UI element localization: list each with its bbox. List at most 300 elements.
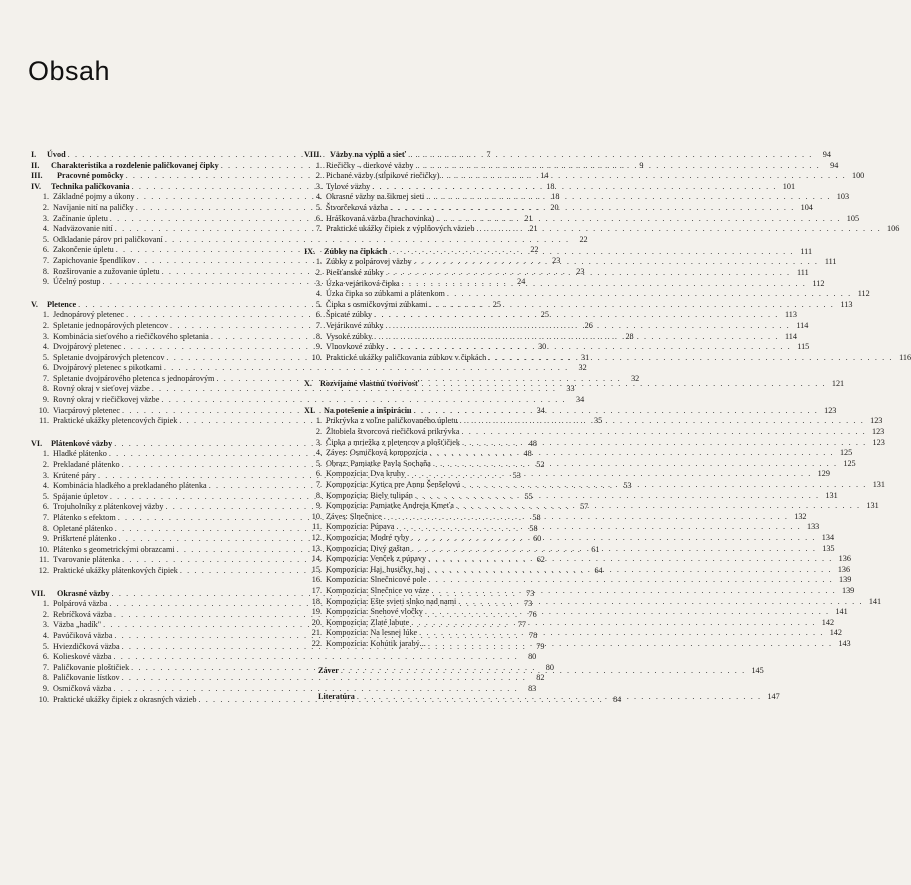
toc-entry-title: Spletanie dvojpárového pletenca s jednopárovým [53,373,215,383]
toc-dot-leader [456,501,861,512]
toc-page-number: 116 [899,352,911,362]
toc-entry-number: 1. [42,310,49,320]
toc-entry-number: 1. [315,416,322,426]
toc-dot-leader [411,533,816,544]
toc-page-number: 73 [523,599,533,609]
toc-entry-number: X. [304,379,312,389]
toc-entry-title: Nadväzovanie nití [53,224,113,234]
toc-entry-title: Piešťanské zúbky [326,267,384,277]
toc-page-number: 53 [623,481,632,491]
toc-page-number: 141 [835,607,848,617]
toc-entry-number: 9. [42,395,49,405]
toc-entry-number: 9. [42,534,49,544]
toc-entry-number: XI. [304,405,316,415]
toc-entry-number: 13. [311,543,322,553]
toc-entry-title: Praktické ukážky pletencových čipiek [53,416,178,426]
toc-page-number: 84 [613,694,622,704]
toc-entry-title: Zúbky z polpárovej väzby [326,257,412,267]
toc-dot-leader [407,469,812,480]
toc-section-row[interactable] [31,683,537,695]
toc-page-number: 112 [857,289,870,299]
toc-dot-leader [386,268,791,279]
toc-page-number: 147 [767,692,780,702]
toc-entry-title: Čipka a mriežka z pletencov a plošťičiek [326,437,460,447]
toc-page-number: 28 [625,331,634,341]
toc-entry-number: 1. [42,192,49,202]
toc-page-number: 48 [523,449,532,459]
toc-entry-number: 7. [42,513,49,522]
toc-page-number: 142 [821,617,835,627]
toc-dot-leader [461,427,866,438]
toc-section-row[interactable] [304,596,882,608]
toc-entry-number: 7. [42,662,49,672]
toc-section-row[interactable] [304,427,885,438]
toc-entry-number: 6. [315,213,322,223]
toc-dot-leader [433,459,838,470]
toc-section-row[interactable] [304,607,848,618]
toc-dot-leader [429,575,834,586]
toc-entry-title: Praktické ukážky paličkovania zúbkov v čipkách [326,352,487,362]
toc-entry-number: 21. [311,628,322,638]
toc-entry-number: 4. [42,342,49,352]
toc-page-number: 9 [639,160,644,170]
toc-entry-title: Hráškovaná väzba (hrachovinka) [326,213,435,223]
toc-section-row[interactable] [31,395,585,406]
toc-entry-title: Väzba „hadík" [53,620,102,630]
toc-entry-number: 19. [311,607,322,617]
toc-dot-leader [390,203,795,214]
toc-entry-title: Na potešenie a inšpiráciu [324,405,412,415]
toc-dot-leader [462,438,867,449]
toc-entry-title: Hladké plátenko [53,449,107,459]
toc-page-number: 136 [837,564,851,574]
toc-chapter-row[interactable] [304,405,837,417]
toc-spacer [31,577,288,589]
toc-entry-title: Rozširovanie a zužovanie úpletu [53,266,160,276]
toc-entry-title: Úzka vejáriková čipka [326,278,400,288]
toc-entry-number: 2. [315,267,322,277]
toc-page-number: 136 [838,554,851,564]
toc-entry-number: 8. [42,523,49,533]
toc-page-number: 111 [800,246,813,256]
toc-entry-number: 4. [42,481,49,491]
toc-section-row[interactable] [304,278,825,290]
toc-entry-number: VI. [31,438,43,448]
toc-entry-title: Úvod [47,150,66,159]
toc-entry-number: 2. [42,202,49,212]
toc-page-number: 114 [796,320,809,330]
toc-entry-title: Praktické ukážky čipiek z výplňových väzieb [326,224,475,234]
toc-entry-number: 5. [42,491,49,501]
toc-page-number: 57 [580,502,589,512]
toc-entry-title: Kompozícia: Dva kruhy [326,469,406,479]
toc-page-number: 73 [526,588,535,598]
toc-entry-title: Plátenko s efektom [53,513,116,522]
toc-page-number: 22 [579,234,588,244]
toc-page-number: 82 [536,673,545,683]
toc-entry-number: 6. [42,245,49,255]
toc-page-number: 78 [528,630,538,640]
toc-spacer [31,427,288,439]
toc-entry-title: Pracovné pomôcky [57,171,124,181]
toc-page-number: 100 [851,171,865,181]
toc-entry-title: Tylové väzby [326,181,371,191]
toc-entry-title: Zapichovanie špendlíkov [53,255,136,265]
toc-entry-title: Kolieskové väzba [53,652,112,662]
toc-entry-number: 20. [311,617,322,627]
toc-dot-leader [416,161,821,172]
toc-page-number: 58 [532,513,541,522]
toc-section-row[interactable] [304,181,796,193]
toc-entry-number: 3. [315,181,322,191]
toc-spacer [304,235,558,247]
toc-section-row[interactable] [304,224,900,235]
toc-entry-title: Záves: Osmičková kompozícia [326,448,428,458]
toc-dot-leader [414,406,819,417]
toc-section-row[interactable] [304,202,813,214]
toc-page-number: 133 [806,522,820,532]
toc-section-row[interactable] [304,458,856,470]
toc-entry-number: III. [31,171,43,181]
toc-entry-title: Spletanie dvojpárových pletencov [53,352,165,362]
toc-entry-number: 2. [315,427,322,437]
toc-section-row[interactable] [304,511,807,523]
toc-page-number: 76 [528,609,537,619]
toc-entry-number: 11. [39,416,49,426]
toc-section-row[interactable] [304,490,838,502]
toc-page-number: 80 [545,662,554,672]
toc-entry-title: Rovný okraj v riečičkovej väzbe [53,395,160,405]
toc-entry-title: Účelný postup [53,277,101,287]
toc-entry-number: 4. [42,630,49,640]
toc-entry-title: Kompozícia: Venček z púpavy [326,554,427,564]
toc-entry-title: Základné pojmy a úkony [53,192,135,202]
toc-entry-title: Polpárová väzba [53,599,108,609]
toc-entry-title: Rozvíjame vlastnú tvorivosť [320,379,420,389]
toc-page-number: 111 [824,257,837,267]
toc-section-row[interactable] [304,554,851,565]
toc-entry-title: Kompozícia: Divý gaštan [326,543,410,553]
toc-entry-number: 3. [315,278,322,288]
toc-section-row[interactable] [304,638,851,650]
toc-page-number: 123 [871,427,885,437]
toc-entry-title: Spletanie jednopárových pletencov [53,320,169,330]
toc-page-number: 33 [566,384,575,394]
toc-entry-number: 9. [42,683,49,693]
toc-page-number: 134 [821,533,835,542]
toc-entry-title: Navíjanie nití na paličky [53,202,134,212]
toc-entry-title: Hviezdičková väzba [53,641,120,651]
toc-dot-leader [396,522,801,533]
toc-entry-title: Zúbky na čipkách [324,246,388,256]
toc-page-number: 104 [800,202,813,212]
toc-entry-number: 7. [315,480,322,490]
toc-section-row[interactable] [31,363,587,374]
toc-page-number: 79 [536,641,545,651]
toc-entry-title: Čipka s osmičkovými zúbkami [326,299,428,309]
toc-entry-title: Pichané väzby (stĺpikové riečičky) [326,171,440,181]
toc-entry-title: Štvorčeková väzba [326,202,389,212]
toc-dot-leader [441,171,846,182]
toc-page-number: 23 [576,266,585,276]
toc-entry-number: II. [31,160,40,170]
toc-entry-number: 9. [42,277,49,287]
toc-entry-title: Dvojpárový pletenec s pikotkami [53,363,162,373]
toc-entry-title: Kompozícia: Slnečnicové pole [326,575,427,585]
toc-section-row[interactable] [304,310,797,321]
toc-dot-leader [447,289,852,300]
toc-entry-number: 9. [315,342,322,352]
toc-page-number: 34 [576,395,585,405]
toc-chapter-row[interactable] [304,246,813,258]
toc-dot-leader [476,224,881,235]
toc-dot-leader [460,416,865,427]
toc-entry-title: Začínanie úpletu [53,213,108,223]
toc-entry-number: 9. [315,501,322,511]
toc-entry-title: Dvojpárový pletenec [53,342,122,352]
toc-entry-title: Pavúčiková väzba [53,630,113,640]
toc-page-number: 7 [486,150,491,159]
toc-entry-number: 8. [42,673,49,683]
toc-entry-number: 10. [311,511,322,521]
toc-entry-number: 1. [315,257,322,267]
toc-page-number: 123 [824,405,837,415]
toc-page-number: 60 [533,534,542,544]
toc-entry-number: 3. [42,470,49,480]
toc-entry-title: Záves: Slnečnice [326,511,382,521]
toc-entry-number: 2. [315,171,322,181]
toc-entry-number: 10. [38,405,49,415]
toc-section-row[interactable] [304,192,850,203]
toc-entry-number: 2. [42,609,49,619]
toc-entry-title: Kompozícia: Pamiatke Andreja Kmeťa [326,501,454,511]
toc-entry-title: Literatúra [318,692,355,702]
toc-page-number: 145 [751,665,764,675]
toc-page-number: 58 [529,523,538,533]
toc-page-number: 55 [524,491,533,501]
toc-page-number: 34 [536,405,545,415]
toc-dot-leader [402,279,807,290]
toc-entry-number: 12. [38,565,49,575]
toc-section-row[interactable] [31,652,537,663]
toc-entry-number: 6. [42,652,49,662]
toc-page-number: 61 [591,544,600,554]
toc-dot-leader [421,379,826,390]
toc-section-row[interactable] [304,160,839,172]
toc-entry-title: Prekladané plátenko [53,460,120,470]
toc-entry-number: 7. [42,373,49,383]
toc-page-number: 94 [830,160,839,170]
toc-section-row[interactable] [304,213,860,225]
toc-dot-leader [414,257,819,268]
toc-entry-title: Viacpárový pletenec [53,405,121,415]
toc-entry-title: Kompozícia: Kohútik jarabý... [326,638,426,648]
toc-section-row[interactable] [31,234,588,246]
toc-dot-leader [374,332,779,343]
toc-entry-title: Kompozícia: Modré ryby [326,533,410,542]
toc-dot-leader [389,247,794,258]
toc-spacer [304,390,558,406]
toc-page-number: 139 [839,575,852,585]
toc-section-row[interactable] [304,448,853,459]
toc-entry-number: 4. [315,289,322,299]
toc-page-number: 131 [872,480,885,490]
toc-spacer [31,288,288,300]
toc-entry-number: I. [31,150,37,159]
toc-entry-number: 12. [311,533,322,542]
toc-entry-title: Špicaté zúbky [326,310,373,320]
toc-entry-title: Rovný okraj v sieťovej väzbe [53,384,150,394]
toc-dot-leader [431,586,836,597]
toc-page-number: 103 [836,192,850,202]
toc-section-row[interactable] [304,299,853,311]
toc-entry-title: Tvarovanie plátenka [53,555,121,565]
toc-entry-number: V. [31,299,38,309]
toc-page-number: 131 [825,490,838,500]
toc-entry-number: 18. [311,596,322,606]
toc-entry-title: Charakteristika a rozdelenie paličkovanej čipky [51,160,219,170]
toc-entry-number: 11. [39,555,49,565]
toc-entry-number: 3. [42,213,49,223]
toc-chapter-row[interactable] [304,150,831,161]
toc-page-number: 53 [512,470,521,480]
toc-dot-leader [374,310,779,321]
toc-entry-title: Pletence [47,299,77,309]
toc-section-row[interactable] [304,522,820,533]
toc-entry-title: Priškrtené plátenko [53,534,117,544]
toc-page-number: 114 [785,331,797,341]
toc-entry-number: 1. [42,599,49,609]
toc-dot-leader [426,192,831,203]
toc-section-row[interactable] [304,469,830,480]
toc-section-row[interactable] [304,437,885,449]
toc-page-number: 18 [551,192,560,202]
toc-page-number: 105 [846,213,860,223]
toc-entry-title: Kompozícia: Haj, husičky, haj [326,564,426,574]
toc-entry-number: 6. [315,310,322,320]
toc-entry-number: 22. [311,638,322,648]
toc-dot-leader [458,597,863,608]
toc-dot-leader [462,480,867,491]
toc-dot-leader [425,607,830,618]
toc-dot-leader [372,182,777,193]
toc-section-row[interactable] [304,255,837,268]
toc-chapter-row[interactable] [304,665,764,677]
toc-entry-number: 15. [311,564,322,574]
toc-page-number: 35 [593,416,603,426]
toc-page-number: 32 [578,363,587,373]
toc-section-row[interactable] [304,533,835,544]
toc-entry-number: VIII. [304,150,322,159]
toc-spacer [304,363,558,379]
toc-entry-number: 6. [42,502,49,512]
toc-page-number: 24 [517,277,526,287]
toc-page-number: 113 [840,299,853,309]
toc-section-row[interactable] [304,617,835,629]
toc-page-number: 80 [528,652,537,662]
toc-spacer [304,676,558,692]
toc-dot-leader [430,300,835,311]
toc-page-number: 143 [838,638,851,648]
toc-dot-leader [386,342,791,353]
toc-entry-title: Zakončenie úpletu [53,245,114,255]
toc-page-number: 25 [492,299,501,309]
toc-entry-title: Kompozícia: Kytica pre Annu Šenšelovú [326,480,461,490]
toc-entry-title: Paličkovanie ploštičiek [53,662,130,672]
toc-section-row[interactable] [304,342,810,353]
toc-dot-leader [408,150,813,161]
toc-entry-number: 5. [315,202,322,212]
toc-entry-number: 4. [42,224,49,234]
toc-section-row[interactable] [304,575,852,586]
toc-entry-number: 4. [315,192,322,202]
toc-entry-title: Trojuholníky z plátenkovej väzby [53,502,164,512]
toc-entry-title: Obraz: Pamiatke Pavla Sochaňa [326,458,431,468]
toc-entry-title: Kombinácia hladkého a prekladaného plátenka [53,481,207,491]
toc-entry-number: 2. [42,460,49,470]
toc-entry-number: 3. [315,437,322,447]
toc-section-row[interactable] [31,673,545,684]
toc-entry-title: Okrasné väzby na šikmej sieti [326,192,425,202]
toc-section-row[interactable] [304,585,855,597]
toc-entry-title: Riečičky – dierkové väzby [326,160,414,170]
toc-entry-title: Kompozícia: Slnečnice vo váze [326,585,430,595]
toc-section-row[interactable] [304,628,842,639]
toc-dot-leader [419,628,824,639]
toc-entry-number: 1. [315,160,322,170]
toc-dot-leader [341,666,746,677]
toc-entry-title: Kompozícia: Púpava [326,522,395,532]
toc-entry-number: 7. [42,255,49,265]
toc-page-number: 21 [524,213,533,223]
toc-entry-title: Žltobiela štvorcová riečičková prikrývka [326,427,460,437]
toc-entry-title: Kompozícia: Biely tulipán [326,490,413,500]
toc-page-number: 52 [536,460,545,470]
toc-page-number: 26 [584,320,593,330]
toc-page-number: 131 [866,501,879,511]
toc-entry-number: 3. [42,620,49,630]
toc-entry-title: Okrasné väzby [57,588,110,598]
toc-page-number: 23 [552,255,561,265]
toc-entry-number: 16. [311,575,322,585]
toc-page-number: 125 [839,448,853,458]
toc-page-number: 25 [540,310,549,320]
toc-entry-title: Vlnovkové zúbky [326,342,385,352]
toc-section-row[interactable] [304,171,865,182]
toc-entry-number: 2. [42,320,49,330]
toc-entry-number: 5. [42,641,49,651]
toc-entry-number: 7. [315,320,322,330]
toc-entry-number: IV. [31,181,42,191]
toc-entry-number: 5. [42,234,49,244]
toc-section-row[interactable] [304,289,870,300]
toc-page-number: 112 [812,278,825,288]
toc-entry-title: Jednopárový pletenec [53,310,125,320]
toc-entry-number: 5. [315,299,322,309]
toc-entry-number: 8. [42,384,49,394]
toc-entry-title: Vejárikové zúbky [326,320,384,330]
toc-dot-leader [357,692,762,703]
toc-entry-number: 5. [315,458,322,468]
toc-entry-number: 10. [38,694,49,704]
toc-page-number: 77 [517,620,526,630]
toc-entry-title: Kompozícia: Ešte svieti slnko nad nami [326,596,457,606]
toc-entry-title: Väzby na výplň a sieť [330,150,407,159]
toc-page-number: 115 [797,342,810,352]
toc-page-number: 14 [540,171,549,181]
toc-page-number: 21 [529,224,538,234]
toc-entry-number: 1. [42,449,49,459]
